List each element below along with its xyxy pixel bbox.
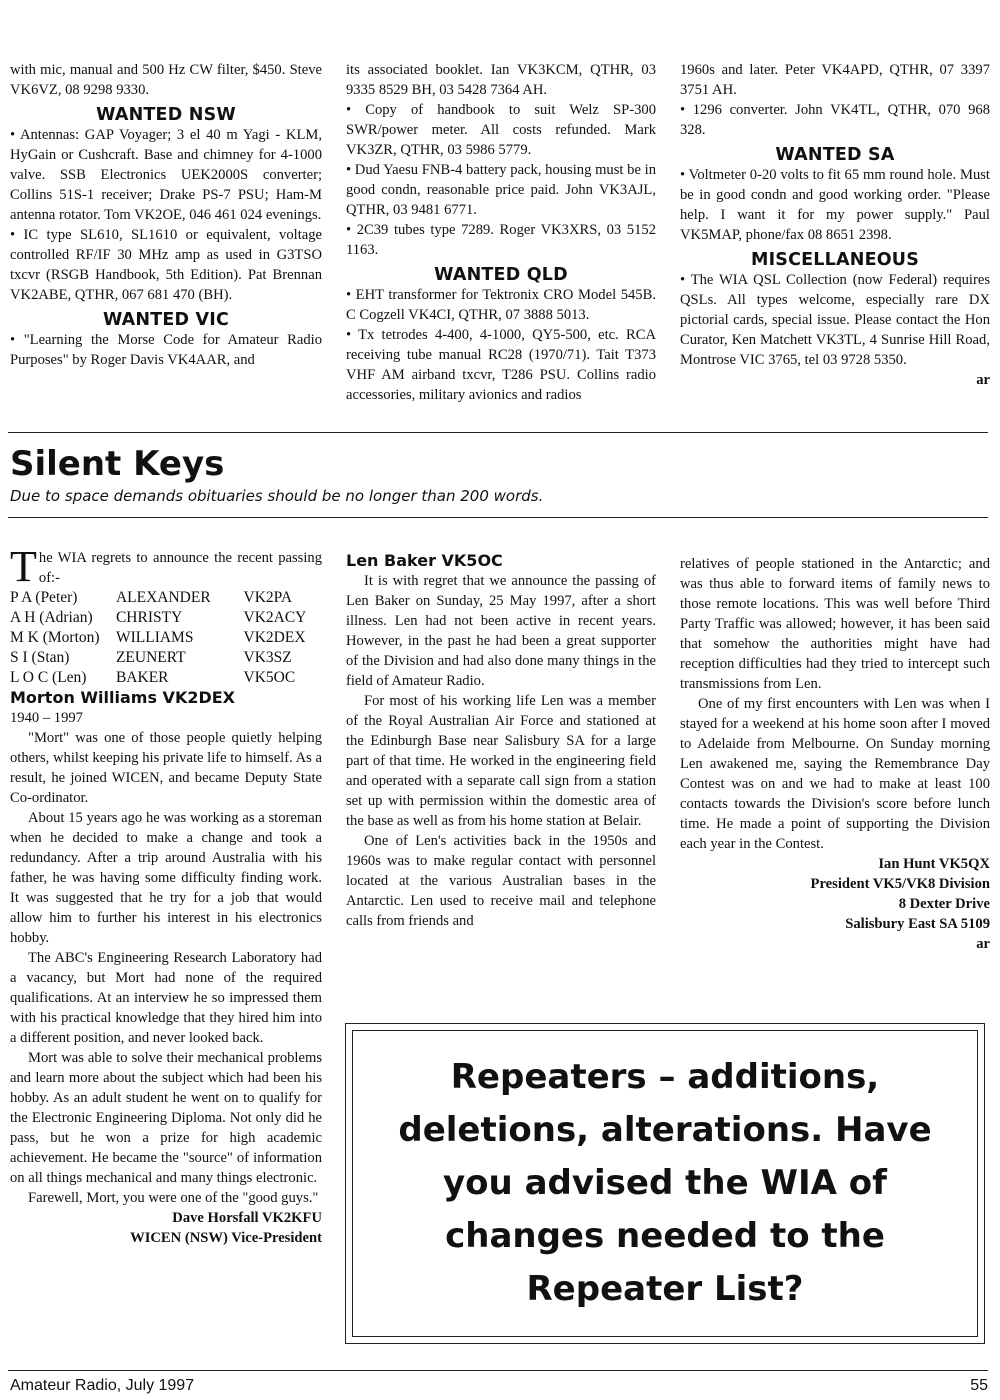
obituary-column-1	[10, 542, 322, 1248]
obituary-paragraph: "Mort" was one of those people quietly helping others, whilst keeping his private life to himself. As a result, he joined WICEN, and became Deputy State Co-ordinator.	[10, 730, 322, 806]
author-title: President VK5/VK8 Division	[810, 876, 990, 892]
footer-divider	[8, 1370, 988, 1371]
classifieds-column-2	[346, 60, 656, 405]
author-address: Salisbury East SA 5109	[845, 916, 990, 932]
deceased-callsign: VK2ACY	[243, 609, 307, 626]
author-name: Dave Horsfall VK2KFU	[172, 1210, 322, 1226]
section-subtitle: Due to space demands obituaries should be no longer than 200 words.	[10, 487, 544, 505]
deceased-surname: BAKER	[115, 669, 169, 686]
obituary-years: 1940 – 1997	[10, 710, 83, 726]
classified-text: 1960s and later. Peter VK4APD, QTHR, 07 3397 3751 AH.	[680, 62, 990, 98]
repeater-notice-inner-frame	[352, 1030, 978, 1337]
wanted-qld-heading: WANTED QLD	[434, 265, 568, 285]
obituary-heading: Morton Williams VK2DEX	[10, 688, 236, 707]
miscellaneous-heading: MISCELLANEOUS	[750, 250, 920, 270]
deceased-row	[10, 628, 322, 648]
repeater-notice-text: Repeaters – additions, deletions, alterations. Have you advised the WIA of changes needed to the Repeater List?	[398, 1057, 932, 1309]
classified-text: • IC type SL610, SL1610 or equivalent, voltage controlled RF/IF 30 MHz amp as used in G3TSO txcvr (RSGB Handbook, 5th Edition). Pat Brennan VK2ABE, QTHR, 067 681 470 (BH).	[10, 227, 322, 303]
author-address: 8 Dexter Drive	[898, 896, 990, 912]
classified-text: • EHT transformer for Tektronix CRO Model 545B. C Cogzell VK4CI, QTHR, 07 3888 5013.	[346, 287, 656, 323]
deceased-list	[10, 588, 322, 688]
deceased-callsign: VK3SZ	[243, 649, 292, 666]
obituary-paragraph: The ABC's Engineering Research Laboratory had a vacancy, but Mort had none of the required qualifications. At an interview he so impressed them with his practical knowledge that they hired him into a different position, and never looked back.	[10, 950, 322, 1046]
publication-line: Amateur Radio, July 1997	[10, 1377, 195, 1394]
deceased-given: S I (Stan)	[10, 649, 70, 666]
deceased-surname: ALEXANDER	[115, 589, 211, 606]
classified-text: with mic, manual and 500 Hz CW filter, $450. Steve VK6VZ, 08 9298 9330.	[10, 62, 322, 98]
classified-text: • "Learning the Morse Code for Amateur Radio Purposes" by Roger Davis VK4AAR, and	[10, 332, 322, 368]
section-divider	[8, 517, 988, 518]
classified-text: its associated booklet. Ian VK3KCM, QTHR, 03 9335 8529 BH, 03 5428 7364 AH.	[346, 62, 656, 98]
deceased-given: P A (Peter)	[10, 589, 78, 606]
deceased-callsign: VK5OC	[243, 669, 296, 686]
classified-text: • Antennas: GAP Voyager; 3 el 40 m Yagi - KLM, HyGain or Cushcraft. Base and chimney for 4-1000 valve. SSB Electronics UEK2000S converter; Collins 51S-1 receiver; Drake PS-7 PSU; Ham-M antenna rotator. Tom VK2OE, 046 461 024 evenings.	[10, 127, 322, 223]
classified-text: • Dud Yaesu FNB-4 battery pack, housing must be in good condn, reasonable price paid. John VK3AJL, QTHR, 03 9481 6771.	[346, 162, 656, 218]
classifieds-column-1	[10, 60, 322, 370]
obituary-paragraph: About 15 years ago he was working as a storeman when he decided to make a change and took a redundancy. After a trip around Australia with his father, he was having some difficulty finding work. It was suggested that he try for a job that would allow him to further his interest in his electronics hobby.	[10, 810, 322, 946]
wanted-nsw-heading: WANTED NSW	[96, 105, 236, 125]
classified-text: • 2C39 tubes type 7289. Roger VK3XRS, 03 5152 1163.	[346, 222, 656, 258]
deceased-given: L O C (Len)	[10, 669, 87, 686]
deceased-surname: ZEUNERT	[115, 649, 186, 666]
intro-paragraph	[10, 542, 322, 591]
classified-text: • 1296 converter. John VK4TL, QTHR, 070 968 328.	[680, 102, 990, 138]
wanted-sa-heading: WANTED SA	[775, 145, 895, 165]
section-divider	[8, 432, 988, 433]
classified-text: • Tx tetrodes 4-400, 4-1000, QY5-500, etc. RCA receiving tube manual RC28 (1970/71). Tait T373 VHF AM airband txcvr, T286 PSU. Collins radio accessories, military avionics and radios	[346, 327, 656, 403]
author-name: Ian Hunt VK5QX	[878, 856, 990, 872]
deceased-callsign: VK2PA	[243, 589, 293, 606]
classified-text: • Voltmeter 0-20 volts to fit 65 mm round hole. Must be in good condn and good working order. "Please help. I want it for my power supply." Paul VK5MAP, phone/fax 08 8651 2398.	[680, 167, 990, 243]
deceased-row	[10, 648, 322, 668]
obituary-paragraph: relatives of people stationed in the Antarctic; and was thus able to forward items of family news to those remote locations. This was well before Third Party Traffic was allowed; however, it has been said that somehow the authorities might have had reception difficulties had they tried to intercept such transmissions from Len.	[680, 556, 990, 692]
classifieds-column-3	[680, 60, 990, 390]
obituary-paragraph: One of my first encounters with Len was when I stayed for a weekend at his home soon after I moved to Adelaide from Melbourne. On Sunday morning Len awakened me, saying the Remembrance Day Contest was on and we had to make at least 100 contacts towards the Division's score before lunch time. He made a point of supporting the Division each year in the Contest.	[680, 696, 990, 852]
deceased-surname: CHRISTY	[115, 609, 183, 626]
deceased-given: M K (Morton)	[10, 629, 100, 646]
repeater-notice-box	[345, 1023, 985, 1344]
wanted-vic-heading: WANTED VIC	[102, 310, 230, 330]
deceased-row	[10, 588, 322, 608]
deceased-row	[10, 608, 322, 628]
section-title: Silent Keys	[10, 444, 225, 484]
obituary-paragraph: Mort was able to solve their mechanical problems and learn more about the subject which had been his hobby. As an adult student he went on to qualify for the Electronic Engineering Diploma. Not only did he pass, but he won a prize for high academic achievement. He became the "source" of information on all things mechanical and many things electronic.	[10, 1050, 322, 1186]
classified-text: • The WIA QSL Collection (now Federal) requires QSLs. All types welcome, especially rare DX pictorial cards, special issue. Please contact the Hon Curator, Ken Matchett VK3TL, 4 Sunrise Hill Road, Montrose VIC 3765, tel 03 9728 5350.	[680, 272, 990, 368]
obituary-heading: Len Baker VK5OC	[346, 551, 503, 570]
obituary-paragraph: For most of his working life Len was a member of the Royal Australian Air Force and stationed at the Edinburgh Base near Salisbury SA for a large part of that time. He worked in the engineering field and operated with a separate call sign from a station set up with permission within the domestic area of the base as well as from his home station at Belair.	[346, 693, 656, 829]
classified-text: • Copy of handbook to suit Welz SP-300 SWR/power meter. All costs refunded. Mark VK3ZR, QTHR, 03 5986 5779.	[346, 102, 656, 158]
deceased-callsign: VK2DEX	[243, 629, 306, 646]
deceased-row	[10, 668, 322, 688]
obituary-column-2	[346, 551, 656, 931]
author-title: WICEN (NSW) Vice-President	[130, 1230, 322, 1246]
obituary-paragraph: One of Len's activities back in the 1950s and 1960s was to make regular contact with personnel located at the various Australian bases in the Antarctic. Len used to receive mail and telephone calls from friends and	[346, 833, 656, 929]
obituary-paragraph: It is with regret that we announce the passing of Len Baker on Sunday, 25 May 1997, after a short illness. Len had not been active in recent years. However, in the past he had been a great supporter of the Division and had also done many things in the field of Amateur Radio.	[346, 573, 656, 689]
deceased-surname: WILLIAMS	[115, 629, 194, 646]
page-number: 55	[970, 1377, 988, 1394]
end-mark: ar	[976, 936, 990, 952]
drop-cap: T	[10, 542, 37, 591]
intro-text: he WIA regrets to announce the recent passing of:-	[38, 550, 322, 586]
obituary-paragraph: Farewell, Mort, you were one of the "good guys."	[28, 1190, 319, 1206]
end-mark: ar	[976, 372, 990, 388]
obituary-column-3	[680, 554, 990, 954]
deceased-given: A H (Adrian)	[10, 609, 93, 626]
